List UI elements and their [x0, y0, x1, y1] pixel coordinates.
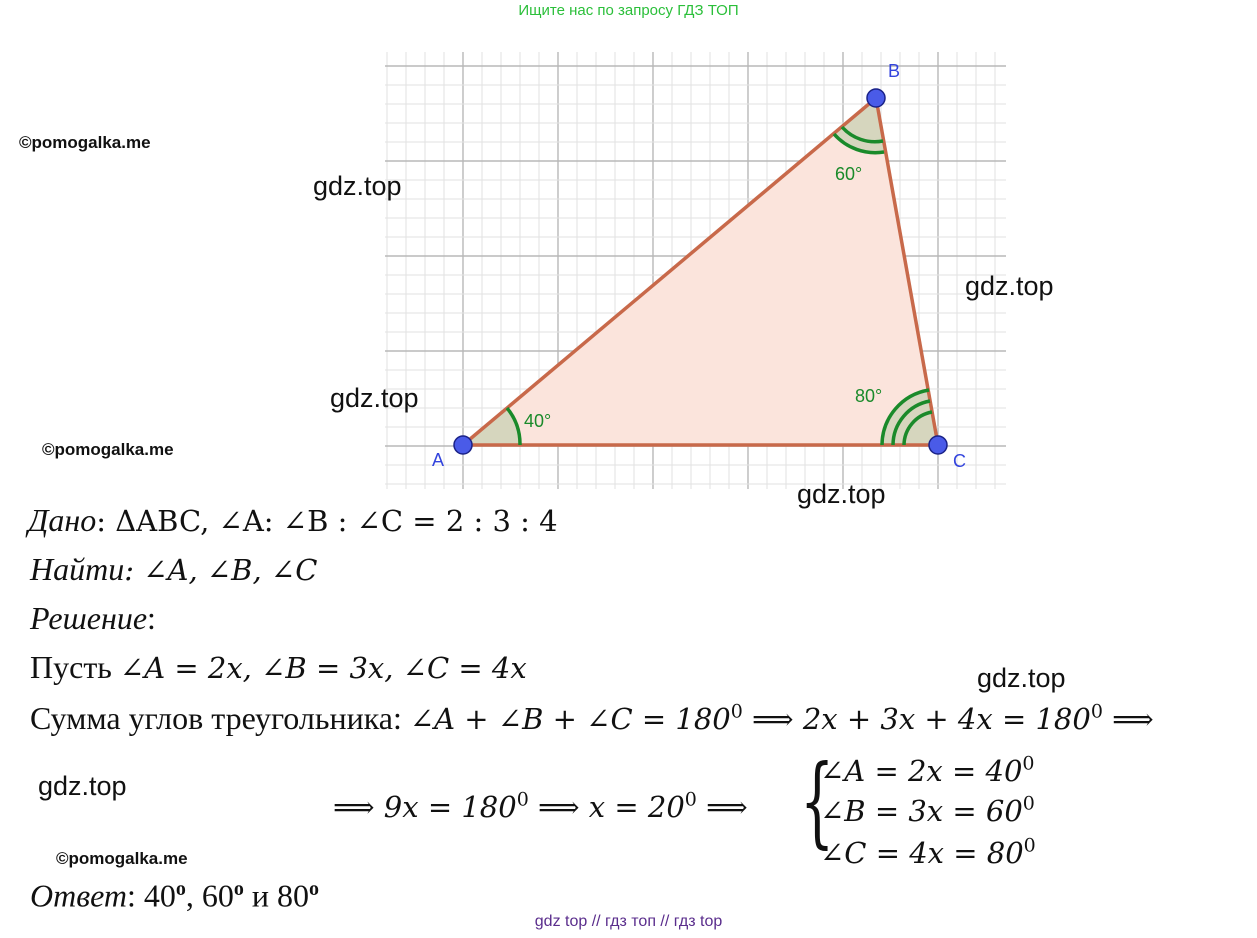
gdz-watermark-1: gdz.top — [313, 171, 402, 201]
given-label: Дано — [28, 502, 97, 538]
answer-text-2: , 60 — [185, 877, 234, 914]
sum-math-2: ⟹ 2x + 3x + 4x = 180 — [742, 702, 1091, 736]
answer-text: : 40 — [127, 877, 176, 914]
find-text: : ∠A, ∠B, ∠C — [124, 553, 318, 587]
triangle-figure — [385, 52, 1010, 492]
vertex-b-point — [867, 89, 885, 107]
top-banner: Ищите нас по запросу ГДЗ ТОП — [518, 2, 739, 19]
vertex-c-point — [929, 436, 947, 454]
sum-math: ∠A + ∠B + ∠C = 180 — [409, 702, 731, 736]
sum-word: Сумма углов треугольника: — [30, 700, 410, 736]
answer-label: Ответ — [30, 877, 127, 914]
result-a-sup: 0 — [1022, 752, 1035, 775]
angle-c-label: 80° — [855, 386, 883, 406]
solution-colon: : — [147, 600, 156, 636]
let-word: Пусть — [30, 649, 120, 685]
find-label: Найти — [30, 551, 125, 587]
step-math-2: ⟹ x = 20 — [528, 790, 685, 824]
gdz-watermark-3: gdz.top — [330, 383, 419, 413]
result-b-text: ∠B = 3x = 60 — [820, 794, 1023, 828]
answer-line — [30, 879, 319, 912]
let-math: ∠A = 2x, ∠B = 3x, ∠C = 4x — [119, 651, 527, 685]
copyright-watermark-2: ©pomogalka.me — [42, 440, 174, 459]
answer-text-3: и 80 — [243, 877, 310, 914]
vertex-a-label: A — [432, 450, 445, 470]
gdz-watermark-4: gdz.top — [797, 479, 886, 509]
given-line — [28, 504, 558, 536]
given-text: : ΔABC, ∠A: ∠B : ∠C = 2 : 3 : 4 — [96, 504, 558, 538]
step-math: ⟹ 9x = 180 — [333, 790, 517, 824]
gdz-watermark-5: gdz.top — [977, 663, 1066, 693]
copyright-watermark-3: ©pomogalka.me — [56, 849, 188, 868]
step-sup-2: 0 — [684, 788, 697, 811]
step-sup-1: 0 — [516, 788, 529, 811]
vertex-c-label: C — [953, 451, 966, 471]
footer-links: gdz top // гдз топ // гдз top — [534, 913, 723, 930]
gdz-watermark-2: gdz.top — [965, 271, 1054, 301]
angle-a-label: 40° — [524, 411, 552, 431]
result-c — [820, 836, 1036, 868]
find-line — [30, 553, 317, 585]
result-c-sup: 0 — [1023, 834, 1036, 857]
answer-sup-1: o — [175, 878, 186, 900]
step-line — [333, 790, 748, 822]
vertex-a-point — [454, 436, 472, 454]
result-c-text: ∠C = 4x = 80 — [820, 836, 1024, 870]
sum-sup-1: 0 — [730, 700, 743, 723]
result-a-text: ∠A = 2x = 40 — [820, 754, 1023, 788]
sum-line — [30, 702, 1154, 734]
sum-arrow: ⟹ — [1102, 702, 1154, 736]
system-brace: { — [800, 745, 835, 859]
answer-sup-3: o — [309, 878, 320, 900]
result-b — [820, 794, 1035, 826]
result-b-sup: 0 — [1022, 792, 1035, 815]
copyright-watermark-1: ©pomogalka.me — [19, 133, 151, 152]
step-arrow: ⟹ — [696, 790, 748, 824]
vertex-b-label: B — [888, 61, 901, 81]
answer-sup-2: o — [233, 878, 244, 900]
result-a — [820, 754, 1035, 786]
let-line — [30, 651, 527, 683]
gdz-watermark-6: gdz.top — [38, 771, 127, 801]
angle-b-label: 60° — [835, 164, 863, 184]
solution-label: Решение — [30, 600, 148, 636]
solution-heading — [30, 602, 156, 634]
sum-sup-2: 0 — [1090, 700, 1103, 723]
